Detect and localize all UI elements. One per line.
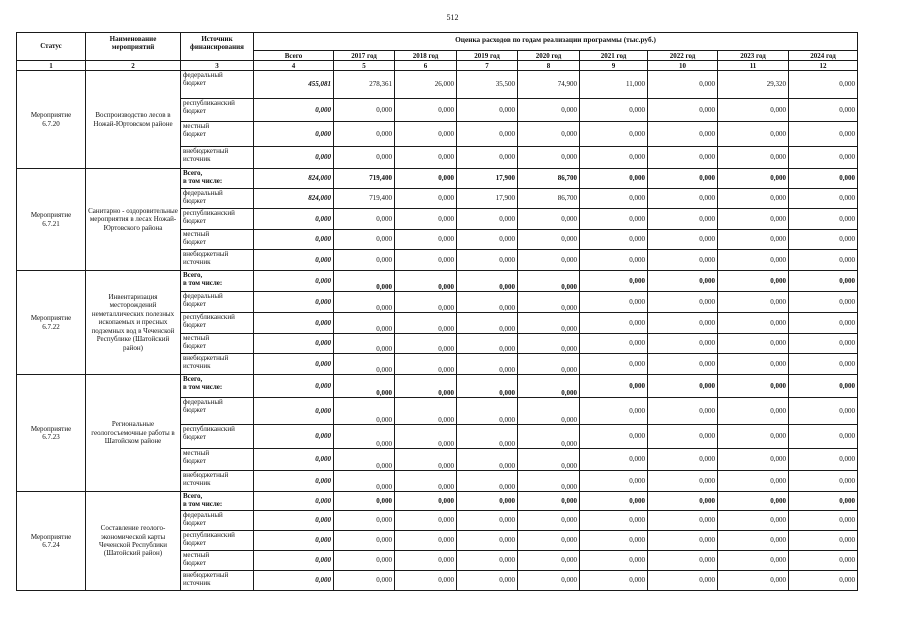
total-value-cell: 0,000 bbox=[254, 99, 334, 122]
table-row-total bbox=[17, 492, 858, 511]
year-value-cell: 0,000 bbox=[457, 551, 518, 571]
activity-status-cell: Мероприятие 6.7.23 bbox=[17, 375, 86, 492]
year-value-cell: 0,000 bbox=[395, 511, 457, 531]
page-number: 512 bbox=[446, 13, 459, 22]
column-number: 7 bbox=[457, 61, 518, 71]
year-value-cell: 0,000 bbox=[395, 398, 457, 425]
year-value-cell: 0,000 bbox=[789, 571, 858, 591]
year-value-cell: 0,000 bbox=[648, 398, 718, 425]
year-value-cell: 0,000 bbox=[518, 398, 580, 425]
year-value-cell: 0,000 bbox=[789, 99, 858, 122]
year-value-cell: 0,000 bbox=[457, 209, 518, 230]
year-value-cell: 0,000 bbox=[648, 122, 718, 147]
year-value-cell: 0,000 bbox=[518, 511, 580, 531]
year-value-cell: 0,000 bbox=[580, 511, 648, 531]
year-value-cell: 0,000 bbox=[457, 571, 518, 591]
funding-source-cell: Всего, в том числе: bbox=[181, 375, 254, 398]
year-value-cell: 0,000 bbox=[518, 292, 580, 313]
table-row-total bbox=[17, 271, 858, 292]
year-value-cell: 0,000 bbox=[457, 471, 518, 492]
year-value-cell: 0,000 bbox=[457, 425, 518, 449]
total-value-cell: 0,000 bbox=[254, 471, 334, 492]
year-value-cell: 0,000 bbox=[648, 71, 718, 99]
year-value-cell: 0,000 bbox=[718, 292, 789, 313]
year-value-cell: 0,000 bbox=[789, 71, 858, 99]
column-number: 3 bbox=[181, 61, 254, 71]
year-value-cell: 0,000 bbox=[789, 492, 858, 511]
year-value-cell: 74,900 bbox=[518, 71, 580, 99]
year-value-cell: 0,000 bbox=[334, 492, 395, 511]
year-value-cell: 86,700 bbox=[518, 189, 580, 209]
funding-source-cell: внебюджетный источник bbox=[181, 354, 254, 375]
funding-source-cell: федеральный бюджет bbox=[181, 292, 254, 313]
total-value-cell: 0,000 bbox=[254, 354, 334, 375]
year-value-cell: 0,000 bbox=[789, 209, 858, 230]
year-value-cell: 29,320 bbox=[718, 71, 789, 99]
year-value-cell: 0,000 bbox=[334, 471, 395, 492]
year-value-cell: 0,000 bbox=[718, 449, 789, 471]
year-value-cell: 0,000 bbox=[718, 492, 789, 511]
funding-source-cell: внебюджетный источник bbox=[181, 147, 254, 169]
year-value-cell: 35,500 bbox=[457, 71, 518, 99]
year-value-cell: 0,000 bbox=[648, 169, 718, 189]
column-header-2019: 2019 год bbox=[457, 51, 518, 61]
year-value-cell: 0,000 bbox=[457, 398, 518, 425]
year-value-cell: 0,000 bbox=[395, 230, 457, 250]
year-value-cell: 0,000 bbox=[718, 271, 789, 292]
activity-name-cell: Региональные геологосъемочные работы в Шатойском районе bbox=[86, 375, 181, 492]
activity-status-cell: Мероприятие 6.7.20 bbox=[17, 71, 86, 169]
year-value-cell: 0,000 bbox=[518, 375, 580, 398]
column-header-2023: 2023 год bbox=[718, 51, 789, 61]
year-value-cell: 0,000 bbox=[395, 492, 457, 511]
total-value-cell: 0,000 bbox=[254, 425, 334, 449]
year-value-cell: 0,000 bbox=[518, 551, 580, 571]
year-value-cell: 0,000 bbox=[718, 313, 789, 334]
year-value-cell: 0,000 bbox=[334, 571, 395, 591]
year-value-cell: 0,000 bbox=[457, 449, 518, 471]
year-value-cell: 26,000 bbox=[395, 71, 457, 99]
activity-name-cell: Воспроизводство лесов в Ножай-Юртовском районе bbox=[86, 71, 181, 169]
year-value-cell: 0,000 bbox=[580, 354, 648, 375]
column-number: 6 bbox=[395, 61, 457, 71]
total-value-cell: 824,000 bbox=[254, 189, 334, 209]
table-header bbox=[17, 33, 858, 71]
year-value-cell: 0,000 bbox=[334, 354, 395, 375]
year-value-cell: 0,000 bbox=[518, 571, 580, 591]
year-value-cell: 719,400 bbox=[334, 169, 395, 189]
total-value-cell: 0,000 bbox=[254, 531, 334, 551]
year-value-cell: 0,000 bbox=[648, 375, 718, 398]
year-value-cell: 0,000 bbox=[518, 250, 580, 271]
year-value-cell: 0,000 bbox=[395, 99, 457, 122]
year-value-cell: 0,000 bbox=[580, 230, 648, 250]
column-number: 4 bbox=[254, 61, 334, 71]
year-value-cell: 0,000 bbox=[457, 354, 518, 375]
funding-source-cell: местный бюджет bbox=[181, 230, 254, 250]
table-row-total bbox=[17, 169, 858, 189]
year-value-cell: 0,000 bbox=[395, 292, 457, 313]
funding-source-cell: Всего, в том числе: bbox=[181, 169, 254, 189]
year-value-cell: 0,000 bbox=[648, 292, 718, 313]
year-value-cell: 0,000 bbox=[580, 375, 648, 398]
year-value-cell: 0,000 bbox=[580, 531, 648, 551]
year-value-cell: 0,000 bbox=[789, 551, 858, 571]
year-value-cell: 0,000 bbox=[789, 334, 858, 354]
year-value-cell: 0,000 bbox=[518, 230, 580, 250]
funding-source-cell: республиканский бюджет bbox=[181, 425, 254, 449]
total-value-cell: 0,000 bbox=[254, 271, 334, 292]
year-value-cell: 0,000 bbox=[648, 334, 718, 354]
funding-source-cell: Всего, в том числе: bbox=[181, 271, 254, 292]
year-value-cell: 0,000 bbox=[395, 571, 457, 591]
total-value-cell: 824,000 bbox=[254, 169, 334, 189]
year-value-cell: 0,000 bbox=[789, 271, 858, 292]
activity-name-cell: Санитарно - оздоровительные мероприятия в лесах Ножай-Юртовского района bbox=[86, 169, 181, 271]
year-value-cell: 0,000 bbox=[580, 271, 648, 292]
funding-source-cell: Всего, в том числе: bbox=[181, 492, 254, 511]
year-value-cell: 278,361 bbox=[334, 71, 395, 99]
year-value-cell: 0,000 bbox=[648, 492, 718, 511]
year-value-cell: 0,000 bbox=[580, 292, 648, 313]
year-value-cell: 0,000 bbox=[457, 147, 518, 169]
year-value-cell: 0,000 bbox=[718, 531, 789, 551]
year-value-cell: 0,000 bbox=[718, 471, 789, 492]
year-value-cell: 0,000 bbox=[518, 99, 580, 122]
year-value-cell: 0,000 bbox=[789, 189, 858, 209]
year-value-cell: 0,000 bbox=[395, 449, 457, 471]
year-value-cell: 0,000 bbox=[648, 471, 718, 492]
year-value-cell: 0,000 bbox=[334, 147, 395, 169]
year-value-cell: 0,000 bbox=[395, 122, 457, 147]
total-value-cell: 0,000 bbox=[254, 511, 334, 531]
year-value-cell: 0,000 bbox=[395, 551, 457, 571]
funding-source-cell: федеральный бюджет bbox=[181, 398, 254, 425]
year-value-cell: 0,000 bbox=[334, 398, 395, 425]
year-value-cell: 0,000 bbox=[334, 511, 395, 531]
column-number: 11 bbox=[718, 61, 789, 71]
year-value-cell: 0,000 bbox=[580, 398, 648, 425]
year-value-cell: 0,000 bbox=[518, 492, 580, 511]
year-value-cell: 0,000 bbox=[518, 122, 580, 147]
total-value-cell: 0,000 bbox=[254, 147, 334, 169]
funding-source-cell: внебюджетный источник bbox=[181, 571, 254, 591]
year-value-cell: 0,000 bbox=[580, 250, 648, 271]
column-header-total: Всего bbox=[254, 51, 334, 61]
year-value-cell: 0,000 bbox=[789, 292, 858, 313]
year-value-cell: 0,000 bbox=[789, 230, 858, 250]
total-value-cell: 0,000 bbox=[254, 492, 334, 511]
funding-source-cell: федеральный бюджет bbox=[181, 189, 254, 209]
year-value-cell: 0,000 bbox=[648, 571, 718, 591]
year-value-cell: 86,700 bbox=[518, 169, 580, 189]
year-value-cell: 0,000 bbox=[648, 209, 718, 230]
year-value-cell: 0,000 bbox=[334, 531, 395, 551]
total-value-cell: 0,000 bbox=[254, 230, 334, 250]
year-value-cell: 0,000 bbox=[518, 147, 580, 169]
year-value-cell: 0,000 bbox=[580, 313, 648, 334]
year-value-cell: 0,000 bbox=[580, 571, 648, 591]
year-value-cell: 0,000 bbox=[648, 189, 718, 209]
total-value-cell: 0,000 bbox=[254, 122, 334, 147]
year-value-cell: 0,000 bbox=[334, 292, 395, 313]
year-value-cell: 0,000 bbox=[518, 354, 580, 375]
column-number-row bbox=[17, 61, 858, 71]
year-value-cell: 0,000 bbox=[648, 511, 718, 531]
year-value-cell: 0,000 bbox=[395, 531, 457, 551]
year-value-cell: 0,000 bbox=[457, 250, 518, 271]
year-value-cell: 0,000 bbox=[457, 230, 518, 250]
column-header-2018: 2018 год bbox=[395, 51, 457, 61]
year-value-cell: 0,000 bbox=[648, 531, 718, 551]
total-value-cell: 0,000 bbox=[254, 551, 334, 571]
funding-source-cell: местный бюджет bbox=[181, 551, 254, 571]
column-header-2024: 2024 год bbox=[789, 51, 858, 61]
activity-status-cell: Мероприятие 6.7.24 bbox=[17, 492, 86, 591]
year-value-cell: 0,000 bbox=[789, 398, 858, 425]
table-row-total bbox=[17, 375, 858, 398]
column-header-2021: 2021 год bbox=[580, 51, 648, 61]
activity-name-cell: Инвентаризация месторождений неметаллических полезных ископаемых и пресных подземных вод в Чеченской Республике (Шатойский район) bbox=[86, 271, 181, 375]
expenditure-estimate-header: Оценка расходов по годам реализации программы (тыс.руб.) bbox=[254, 33, 858, 51]
year-value-cell: 0,000 bbox=[718, 511, 789, 531]
year-value-cell: 0,000 bbox=[457, 122, 518, 147]
year-value-cell: 0,000 bbox=[518, 271, 580, 292]
year-value-cell: 0,000 bbox=[457, 313, 518, 334]
year-value-cell: 0,000 bbox=[518, 531, 580, 551]
funding-source-header: Источник финансирования bbox=[181, 33, 254, 61]
year-value-cell: 0,000 bbox=[457, 492, 518, 511]
funding-source-cell: федеральный бюджет bbox=[181, 71, 254, 99]
year-value-cell: 0,000 bbox=[718, 122, 789, 147]
year-value-cell: 0,000 bbox=[580, 425, 648, 449]
year-value-cell: 0,000 bbox=[789, 169, 858, 189]
year-value-cell: 0,000 bbox=[457, 99, 518, 122]
year-value-cell: 0,000 bbox=[518, 471, 580, 492]
total-value-cell: 0,000 bbox=[254, 292, 334, 313]
year-value-cell: 0,000 bbox=[648, 147, 718, 169]
year-value-cell: 0,000 bbox=[580, 209, 648, 230]
funding-source-cell: внебюджетный источник bbox=[181, 250, 254, 271]
year-value-cell: 0,000 bbox=[518, 449, 580, 471]
year-value-cell: 0,000 bbox=[648, 250, 718, 271]
activity-name-cell: Составление геолого-экономической карты Чеченской Республики (Шатойский район) bbox=[86, 492, 181, 591]
year-value-cell: 0,000 bbox=[457, 292, 518, 313]
year-value-cell: 0,000 bbox=[334, 449, 395, 471]
year-value-cell: 0,000 bbox=[518, 425, 580, 449]
funding-source-cell: федеральный бюджет bbox=[181, 511, 254, 531]
year-value-cell: 0,000 bbox=[718, 375, 789, 398]
funding-source-cell: республиканский бюджет bbox=[181, 313, 254, 334]
year-value-cell: 0,000 bbox=[718, 334, 789, 354]
funding-source-cell: республиканский бюджет bbox=[181, 531, 254, 551]
year-value-cell: 0,000 bbox=[334, 425, 395, 449]
year-value-cell: 0,000 bbox=[580, 147, 648, 169]
year-value-cell: 719,400 bbox=[334, 189, 395, 209]
year-value-cell: 0,000 bbox=[334, 230, 395, 250]
year-value-cell: 0,000 bbox=[789, 313, 858, 334]
year-value-cell: 0,000 bbox=[457, 334, 518, 354]
funding-source-cell: местный бюджет bbox=[181, 334, 254, 354]
year-value-cell: 0,000 bbox=[457, 511, 518, 531]
year-value-cell: 0,000 bbox=[580, 492, 648, 511]
activity-name-header: Наименование мероприятий bbox=[86, 33, 181, 61]
year-value-cell: 0,000 bbox=[580, 551, 648, 571]
total-value-cell: 0,000 bbox=[254, 571, 334, 591]
year-value-cell: 0,000 bbox=[457, 271, 518, 292]
total-value-cell: 0,000 bbox=[254, 398, 334, 425]
total-value-cell: 0,000 bbox=[254, 313, 334, 334]
column-number: 10 bbox=[648, 61, 718, 71]
year-value-cell: 0,000 bbox=[457, 531, 518, 551]
year-value-cell: 0,000 bbox=[789, 122, 858, 147]
year-value-cell: 0,000 bbox=[789, 147, 858, 169]
column-header-2017: 2017 год bbox=[334, 51, 395, 61]
year-value-cell: 0,000 bbox=[395, 375, 457, 398]
column-number: 8 bbox=[518, 61, 580, 71]
year-value-cell: 0,000 bbox=[395, 250, 457, 271]
year-value-cell: 0,000 bbox=[718, 398, 789, 425]
year-value-cell: 0,000 bbox=[334, 313, 395, 334]
year-value-cell: 0,000 bbox=[395, 189, 457, 209]
column-number: 5 bbox=[334, 61, 395, 71]
year-value-cell: 0,000 bbox=[334, 375, 395, 398]
funding-source-cell: местный бюджет bbox=[181, 122, 254, 147]
year-value-cell: 0,000 bbox=[580, 99, 648, 122]
year-value-cell: 0,000 bbox=[395, 334, 457, 354]
year-value-cell: 0,000 bbox=[718, 169, 789, 189]
year-value-cell: 0,000 bbox=[580, 334, 648, 354]
year-value-cell: 0,000 bbox=[718, 250, 789, 271]
year-value-cell: 0,000 bbox=[580, 169, 648, 189]
year-value-cell: 0,000 bbox=[395, 169, 457, 189]
expenditure-table bbox=[16, 32, 858, 591]
year-value-cell: 0,000 bbox=[518, 209, 580, 230]
year-value-cell: 0,000 bbox=[718, 425, 789, 449]
total-value-cell: 0,000 bbox=[254, 375, 334, 398]
year-value-cell: 0,000 bbox=[789, 250, 858, 271]
total-value-cell: 455,081 bbox=[254, 71, 334, 99]
total-value-cell: 0,000 bbox=[254, 334, 334, 354]
year-value-cell: 0,000 bbox=[395, 147, 457, 169]
year-value-cell: 0,000 bbox=[789, 354, 858, 375]
year-value-cell: 0,000 bbox=[789, 425, 858, 449]
year-value-cell: 0,000 bbox=[648, 99, 718, 122]
year-value-cell: 0,000 bbox=[718, 209, 789, 230]
column-number: 12 bbox=[789, 61, 858, 71]
year-value-cell: 0,000 bbox=[789, 449, 858, 471]
year-value-cell: 0,000 bbox=[580, 471, 648, 492]
year-value-cell: 0,000 bbox=[648, 313, 718, 334]
year-value-cell: 0,000 bbox=[457, 375, 518, 398]
year-value-cell: 0,000 bbox=[718, 230, 789, 250]
year-value-cell: 0,000 bbox=[518, 313, 580, 334]
year-value-cell: 0,000 bbox=[334, 122, 395, 147]
activity-status-cell: Мероприятие 6.7.21 bbox=[17, 169, 86, 271]
year-value-cell: 0,000 bbox=[648, 230, 718, 250]
total-value-cell: 0,000 bbox=[254, 250, 334, 271]
year-value-cell: 0,000 bbox=[580, 189, 648, 209]
year-value-cell: 0,000 bbox=[648, 551, 718, 571]
year-value-cell: 0,000 bbox=[789, 471, 858, 492]
year-value-cell: 0,000 bbox=[789, 511, 858, 531]
year-value-cell: 0,000 bbox=[334, 250, 395, 271]
year-value-cell: 0,000 bbox=[395, 425, 457, 449]
column-number: 2 bbox=[86, 61, 181, 71]
table-row bbox=[17, 71, 858, 99]
year-value-cell: 0,000 bbox=[789, 531, 858, 551]
total-value-cell: 0,000 bbox=[254, 449, 334, 471]
year-value-cell: 0,000 bbox=[718, 147, 789, 169]
year-value-cell: 0,000 bbox=[648, 271, 718, 292]
column-header-2022: 2022 год bbox=[648, 51, 718, 61]
status-header: Статус bbox=[17, 33, 86, 61]
year-value-cell: 11,000 bbox=[580, 71, 648, 99]
year-value-cell: 0,000 bbox=[718, 354, 789, 375]
year-value-cell: 0,000 bbox=[718, 551, 789, 571]
column-header-2020: 2020 год bbox=[518, 51, 580, 61]
table-body bbox=[17, 71, 858, 591]
funding-source-cell: республиканский бюджет bbox=[181, 99, 254, 122]
year-value-cell: 0,000 bbox=[395, 209, 457, 230]
year-value-cell: 17,900 bbox=[457, 169, 518, 189]
year-value-cell: 0,000 bbox=[789, 375, 858, 398]
activity-status-cell: Мероприятие 6.7.22 bbox=[17, 271, 86, 375]
year-value-cell: 0,000 bbox=[334, 551, 395, 571]
year-value-cell: 0,000 bbox=[334, 271, 395, 292]
year-value-cell: 0,000 bbox=[648, 449, 718, 471]
year-value-cell: 0,000 bbox=[580, 122, 648, 147]
year-value-cell: 0,000 bbox=[334, 99, 395, 122]
funding-source-cell: республиканский бюджет bbox=[181, 209, 254, 230]
year-value-cell: 0,000 bbox=[718, 99, 789, 122]
year-value-cell: 0,000 bbox=[395, 313, 457, 334]
year-value-cell: 0,000 bbox=[648, 354, 718, 375]
year-value-cell: 0,000 bbox=[648, 425, 718, 449]
table-header-row bbox=[17, 33, 858, 51]
column-number: 9 bbox=[580, 61, 648, 71]
year-value-cell: 0,000 bbox=[580, 449, 648, 471]
year-value-cell: 0,000 bbox=[334, 209, 395, 230]
year-value-cell: 0,000 bbox=[395, 471, 457, 492]
year-value-cell: 0,000 bbox=[518, 334, 580, 354]
funding-source-cell: местный бюджет bbox=[181, 449, 254, 471]
year-value-cell: 0,000 bbox=[334, 334, 395, 354]
year-value-cell: 0,000 bbox=[395, 271, 457, 292]
year-value-cell: 0,000 bbox=[395, 354, 457, 375]
year-value-cell: 0,000 bbox=[718, 571, 789, 591]
column-number: 1 bbox=[17, 61, 86, 71]
year-value-cell: 0,000 bbox=[718, 189, 789, 209]
total-value-cell: 0,000 bbox=[254, 209, 334, 230]
year-value-cell: 17,900 bbox=[457, 189, 518, 209]
funding-source-cell: внебюджетный источник bbox=[181, 471, 254, 492]
